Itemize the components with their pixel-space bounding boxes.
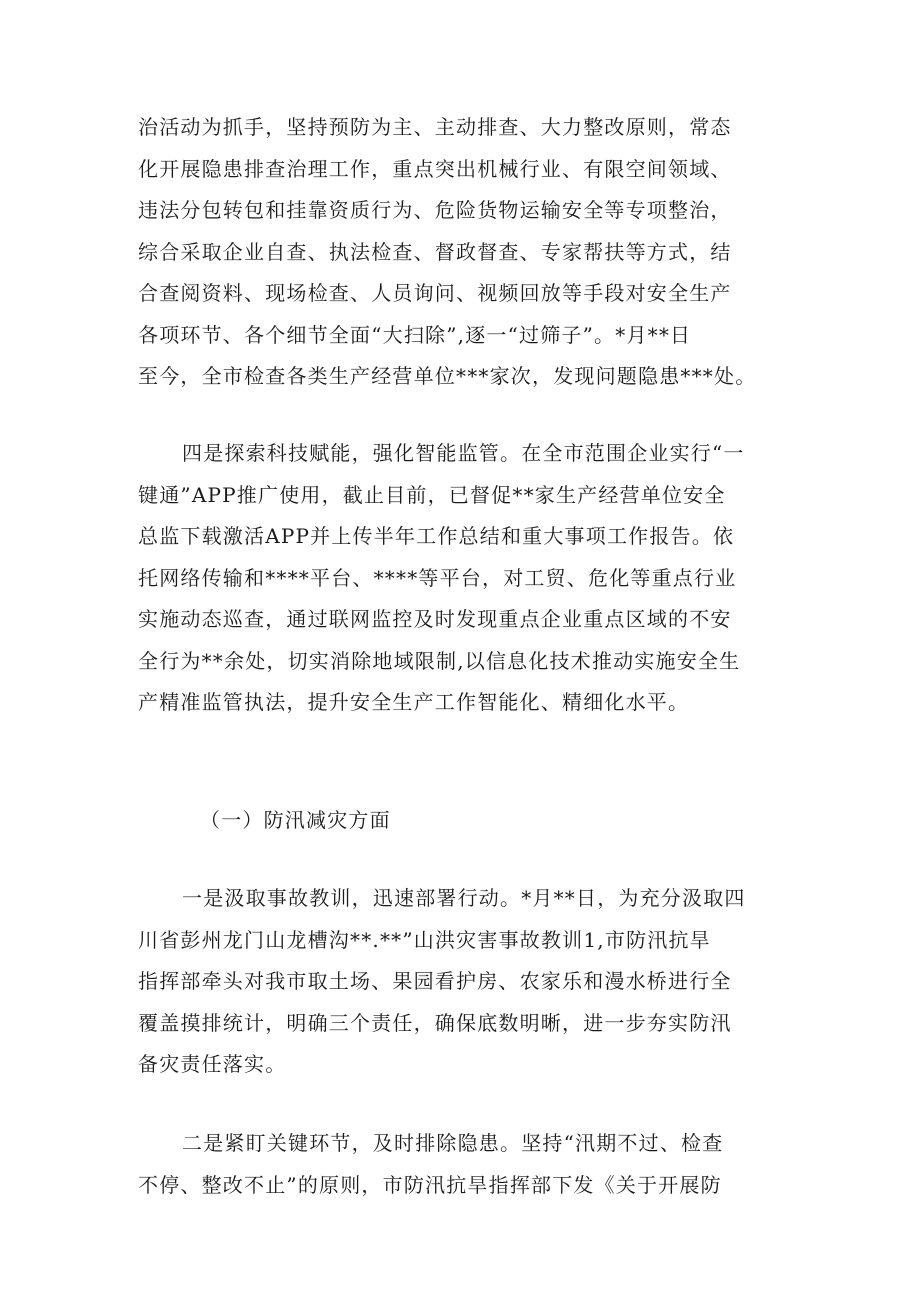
paragraph-accident-lessons [138, 878, 803, 1086]
paragraph-safety-inspection [138, 107, 803, 398]
text-line: 治活动为抓手，坚持预防为主、主动排查、大力整改原则，常态 [138, 115, 732, 139]
paragraph-key-links [138, 1123, 803, 1206]
text-line: 至今，全市检查各类生产经营单位***家次，发现问题隐患***处。 [138, 364, 757, 388]
paragraph-tech-empowerment [138, 433, 803, 724]
section-heading: （一）防汛减灾方面 [200, 808, 391, 832]
text-line: 一是汲取事故教训，迅速部署行动。*月**日，为充分汲取四 [182, 886, 746, 910]
text-line: 合查阅资料、现场检查、人员询问、视频回放等手段对安全生产 [138, 281, 732, 305]
text-line: 各项环节、各个细节全面“大扫除”,逐一“过筛子”。*月**日 [138, 322, 692, 347]
text-line: 覆盖摸排统计，明确三个责任，确保底数明晰，进一步夯实防汛 [138, 1010, 732, 1035]
text-line: 四是探索科技赋能，强化智能监管。在全市范围企业实行“一 [182, 441, 745, 465]
text-line: 综合采取企业自查、执法检查、督政督查、专家帮扶等方式，结 [138, 239, 732, 264]
text-line: 全行为**余处，切实消除地域限制,以信息化技术推动实施安全生 [138, 648, 741, 673]
section-heading-flood-control [138, 800, 803, 842]
text-line: 键通”APP推广使用，截止目前，已督促**家生产经营单位安全 [138, 482, 726, 507]
text-line: 总监下载激活APP并上传半年工作总结和重大事项工作报告。依 [138, 524, 735, 548]
text-line: 产精准监管执法，提升安全生产工作智能化、精细化水平。 [138, 690, 690, 714]
text-line: 指挥部牵头对我市取土场、果园看护房、农家乐和漫水桥进行全 [138, 969, 732, 993]
text-line: 化开展隐患排查治理工作，重点突出机械行业、有限空间领域、 [138, 156, 732, 181]
text-line: 川省彭州龙门山龙槽沟**.**”山洪灾害事故教训1,市防汛抗旱 [138, 927, 711, 952]
text-line: 违法分包转包和挂靠资质行为、危险货物运输安全等专项整治， [138, 198, 732, 222]
text-line: 实施动态巡查，通过联网监控及时发现重点企业重点区域的不安 [138, 607, 732, 631]
text-line: 二是紧盯关键环节，及时排除隐患。坚持“汛期不过、检查 [182, 1131, 724, 1155]
text-line: 备灾责任落实。 [138, 1052, 287, 1076]
text-line: 不停、整改不止”的原则，市防汛抗旱指挥部下发《关于开展防 [138, 1172, 722, 1197]
text-line: 托网络传输和****平台、****等平台，对工贸、危化等重点行业 [138, 565, 737, 590]
